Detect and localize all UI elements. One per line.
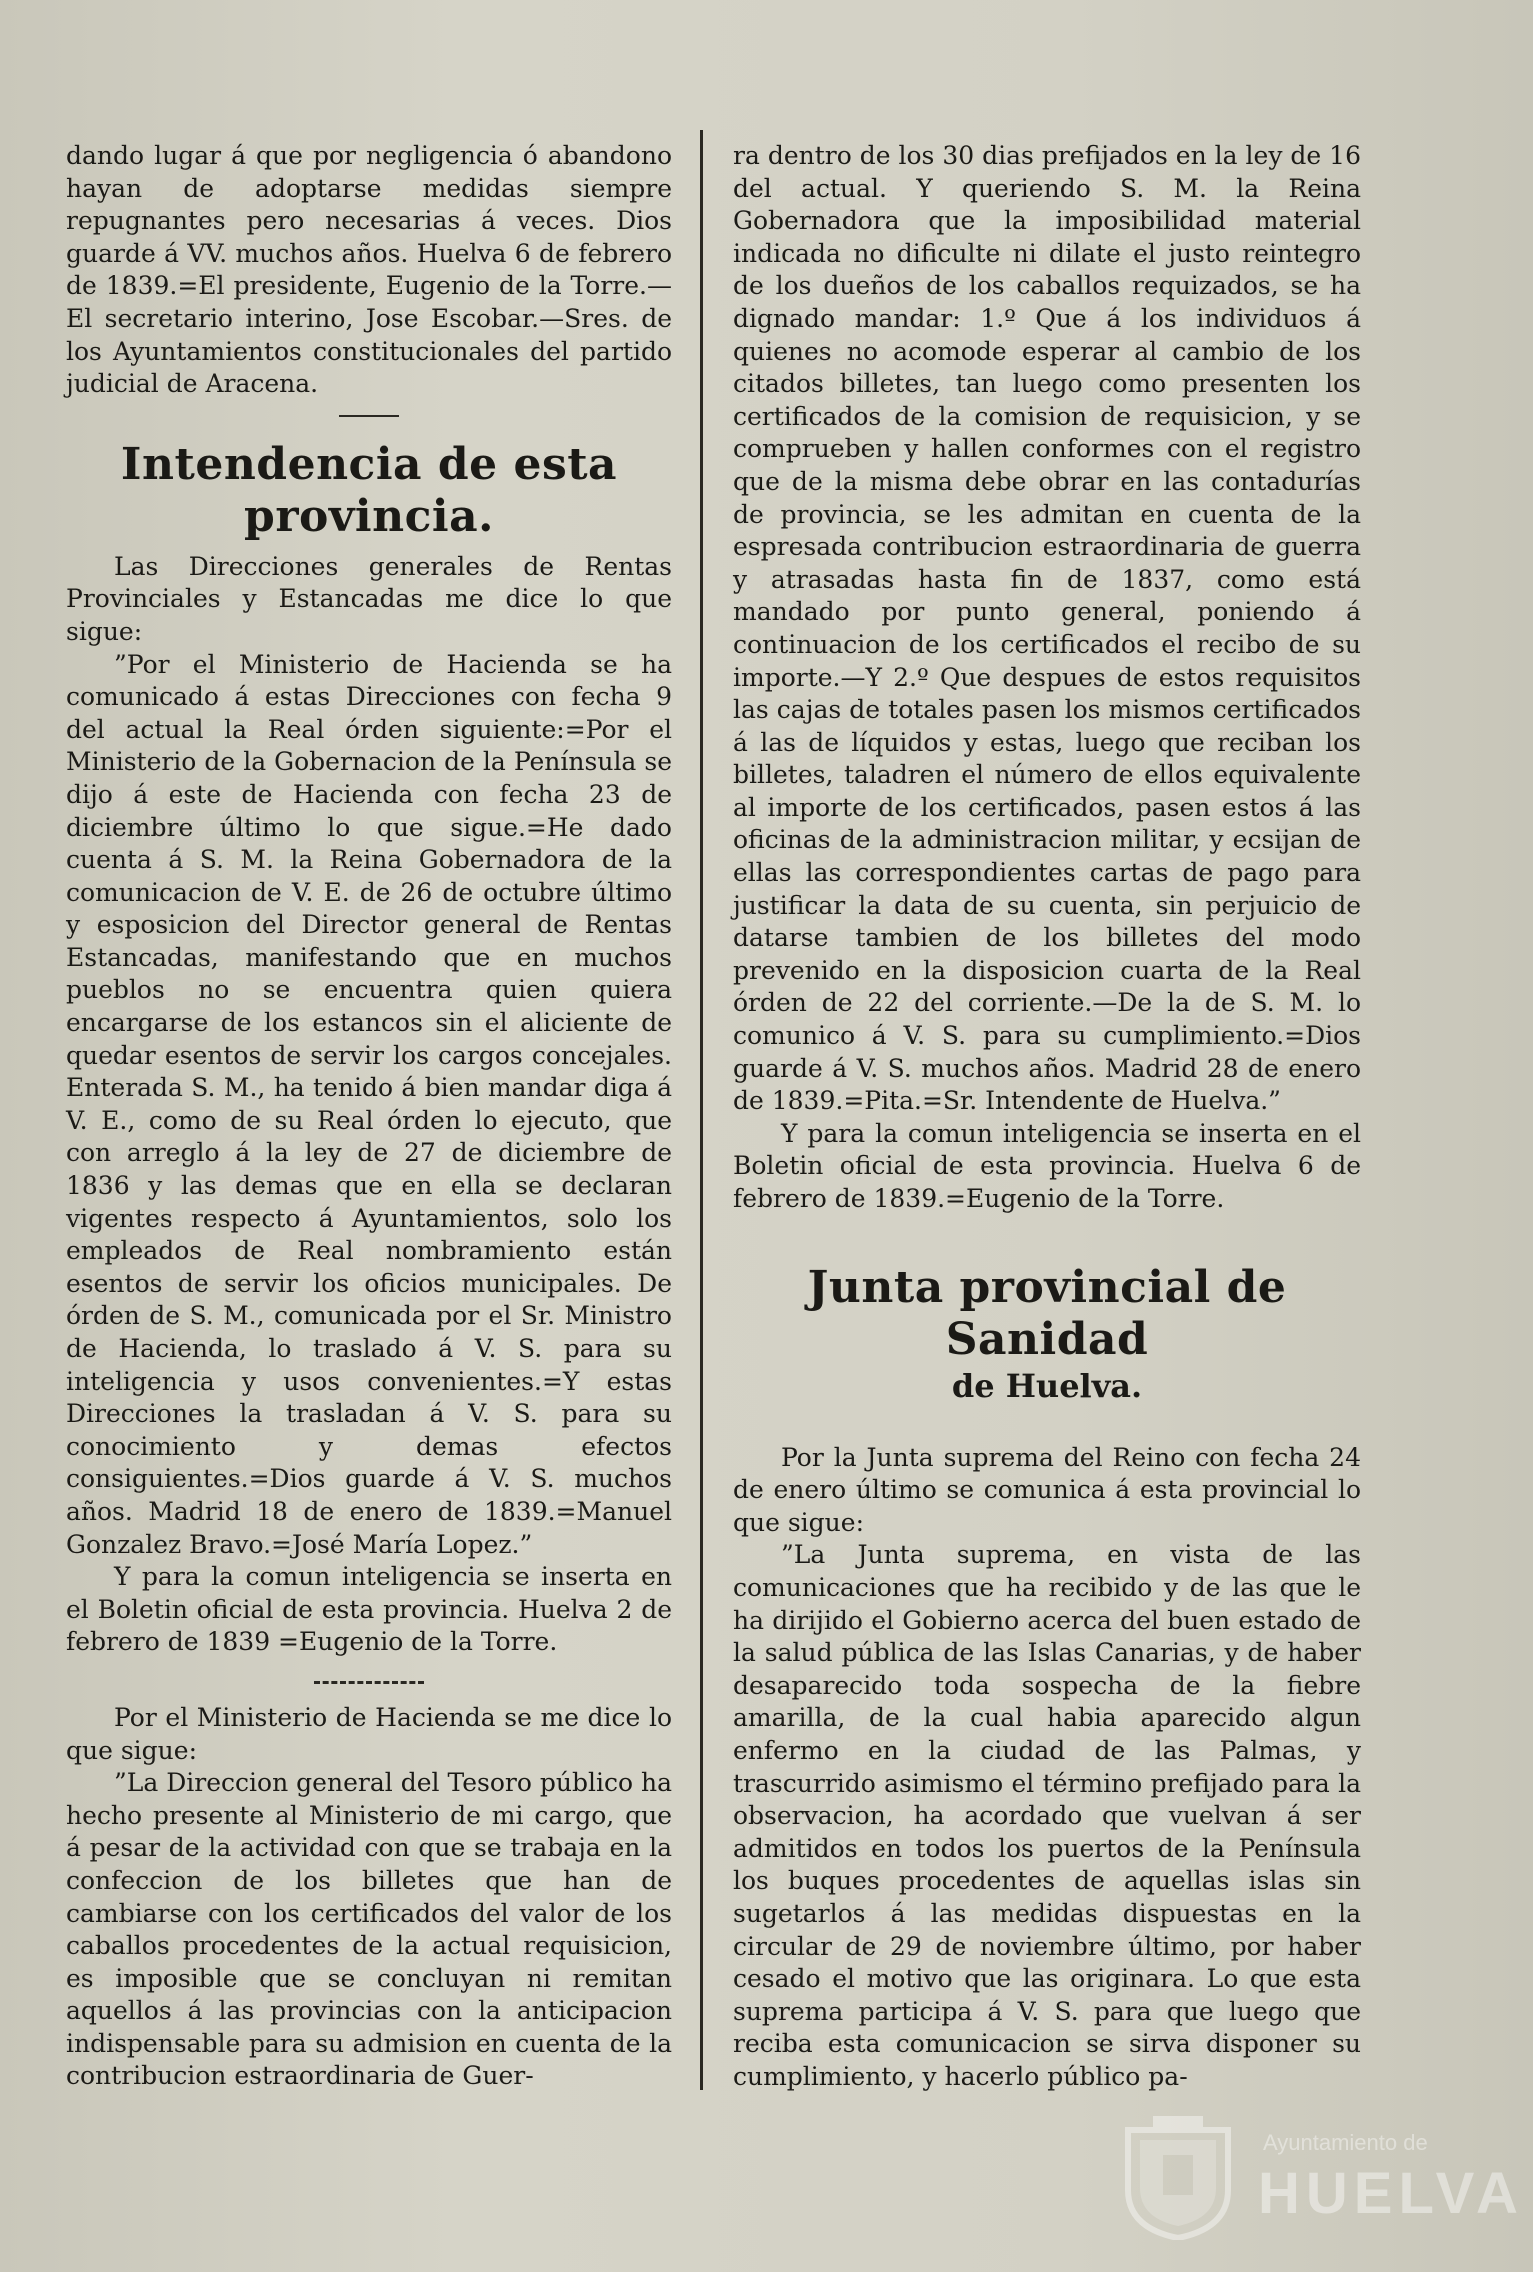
city-shield-icon <box>1118 2110 1238 2240</box>
paragraph-insercion-2: Y para la comun inteligencia se inserta en el Boletin oficial de esta provincia. Huelva 6 de febrero de 1839.=Eugenio de la Torre. <box>733 1118 1361 1213</box>
column-rule <box>700 130 703 2090</box>
heading-intendencia: Intendencia de esta provincia. <box>120 438 618 542</box>
paragraph-tesoro: ”La Direccion general del Tesoro público ha hecho presente al Ministerio de mi cargo, que á pesar de la actividad con que se trabaja en la confeccion de los billetes que han de cambiarse con los certificados del valor de los caballos procedentes de la actual requisicion, es imposible que se concluyan ni remitan aquellos á las provincias con la anticipacion indispensable para su admision en cuenta de la contribucion estraordinaria de Guer- <box>66 1768 672 2091</box>
paragraph-islas-canarias: ”La Junta suprema, en vista de las comunicaciones que ha recibido y de las que le ha dirijido el Gobierno acerca del buen estado de la salud pública de las Islas Canarias, y de haber desaparecido toda sospecha de la fiebre amarilla, de la cual habia aparecido algun enfermo en la ciudad de las Palmas, y trascurrido asimismo el término prefijado para la observacion, ha acordado que vuelvan á ser admitidos en todos los puertos de la Península los buques procedentes de aquellas islas sin sugetarlos á las medidas dispuestas en la circular de 29 de noviembre último, por haber cesado el motivo que las originara. Lo que esta suprema participa á V. S. para que luego que reciba esta comunicacion se sirva disponer su cumplimiento, y hacerlo público pa- <box>733 1540 1361 2091</box>
paragraph-real-orden: ”Por el Ministerio de Hacienda se ha comunicado á estas Direcciones con fecha 9 del actual la Real órden siguiente:=Por el Ministerio de la Gobernacion de la Península se dijo á este de Hacienda con fecha 23 de diciembre último lo que sigue.=He dado cuenta á S. M. la Reina Gobernadora de la comunicacion de V. E. de 26 de octubre último y esposicion del Director general de Rentas Estancadas, manifestando que en muchos pueblos no se encuentra quien quiera encargarse de los estancos sin el aliciente de quedar esentos de servir los cargos concejales. Enterada S. M., ha tenido á bien mandar diga á V. E., como de su Real órden lo ejecuto, que con arreglo á la ley de 27 de diciembre de 1836 y las demas que en ella se declaran vigentes respecto á Ayuntamientos, solo los empleados de Real nombramiento están esentos de servir los oficios municipales. De órden de S. M., comunicada por el Sr. Ministro de Hacienda, lo traslado á V. S. para su inteligencia y usos convenientes.=Y estas Direcciones la trasladan á V. S. para su conocimiento y demas efectos consiguientes.=Dios guarde á V. S. muchos años. Madrid 18 de enero de 1839.=Manuel Gonzalez Bravo.=José María Lopez.” <box>66 649 672 1559</box>
subheading-junta: de Huelva. <box>951 1366 1143 1405</box>
section-divider <box>339 415 399 417</box>
closing-paragraph: dando lugar á que por negligencia ó abandono hayan de adoptarse medidas siempre repugnantes pero necesarias á veces. Dios guarde á VV. muchos años. Huelva 6 de febrero de 1839.=El presidente, Eugenio de la Torre.—El secretario interino, Jose Escobar.—Sres. de los Ayuntamientos constitucionales del partido judicial de Aracena. <box>66 141 672 399</box>
right-column <box>733 140 1361 2093</box>
dashed-divider <box>314 1681 424 1684</box>
watermark-title: HUELVA <box>1258 2161 1524 2226</box>
watermark-subtitle: Ayuntamiento de <box>1263 2130 1428 2155</box>
watermark <box>1118 2110 1524 2250</box>
paragraph-direcciones: Las Direcciones generales de Rentas Provinciales y Estancadas me dice lo que sigue: <box>66 551 672 646</box>
paragraph-ministerio: Por el Ministerio de Hacienda se me dice lo que sigue: <box>66 1702 672 1765</box>
heading-junta: Junta provincial de Sanidad <box>807 1261 1287 1365</box>
paragraph-insercion-1: Y para la comun inteligencia se inserta en el Boletin oficial de esta provincia. Huelva 2 de febrero de 1839 =Eugenio de la Torre. <box>66 1562 672 1657</box>
left-column <box>66 140 672 2093</box>
paragraph-junta-suprema: Por la Junta suprema del Reino con fecha 24 de enero último se comunica á esta provincial lo que sigue: <box>733 1442 1361 1537</box>
paragraph-continuacion: ra dentro de los 30 dias prefijados en la ley de 16 del actual. Y queriendo S. M. la Reina Gobernadora que la imposibilidad material indicada no dificulte ni dilate el justo reintegro de los dueños de los caballos requizados, se ha dignado mandar: 1.º Que á los individuos á quienes no acomode esperar al cambio de los citados billetes, tan luego como presenten los certificados de la comision de requisicion, y se comprueben y hallen conformes con el registro que de la misma debe obrar en las contadurías de provincia, se les admitan en cuenta de la espresada contribucion estraordinaria de guerra y atrasadas hasta fin de 1837, como está mandado por punto general, poniendo á continuacion de los certificados el recibo de su importe.—Y 2.º Que despues de estos requisitos las cajas de totales pasen los mismos certificados á las de líquidos y estas, luego que reciban los billetes, taladren el número de ellos equivalente al importe de los certificados, pasen estos á las oficinas de la administracion militar, y ecsijan de ellas las correspondientes cartas de pago para justificar la data de su cuenta, sin perjuicio de datarse tambien de los billetes del modo prevenido en la disposicion cuarta de la Real órden de 22 del corriente.—De la de S. M. lo comunico á V. S. para su cumplimiento.=Dios guarde á V. S. muchos años. Madrid 28 de enero de 1839.=Pita.=Sr. Intendente de Huelva.” <box>733 141 1361 1116</box>
